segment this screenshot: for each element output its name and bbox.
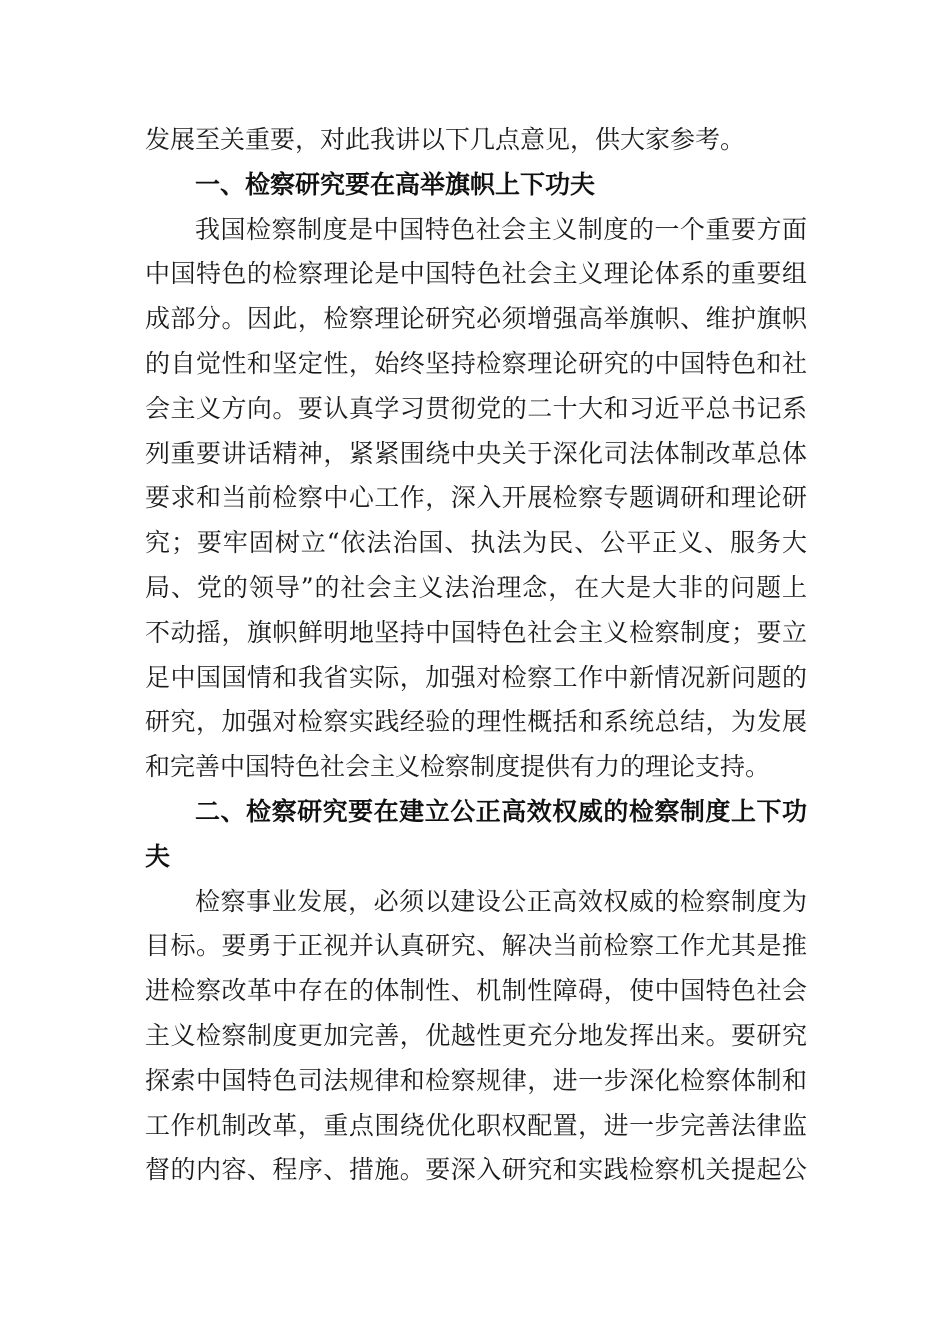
heading-line: 二、检察研究要在建立公正高效权威的检察制度上下功 [195, 796, 807, 826]
text-line: 和完善中国特色社会主义检察制度提供有力的理论支持。 [145, 752, 771, 782]
text-line: 研究，加强对检察实践经验的理性概括和系统总结，为发展 [145, 707, 807, 737]
text-line: 的自觉性和坚定性，始终坚持检察理论研究的中国特色和社 [145, 348, 807, 378]
section-heading-1 [145, 163, 807, 208]
section-paragraph-1 [145, 208, 807, 790]
text-line: 列重要讲话精神，紧紧围绕中央关于深化司法体制改革总体 [145, 438, 807, 468]
text-line: 足中国国情和我省实际，加强对检察工作中新情况新问题的 [145, 662, 807, 692]
text-line: 会主义方向。要认真学习贯彻党的二十大和习近平总书记系 [145, 393, 807, 423]
section-paragraph-2 [145, 880, 807, 1194]
text-line: 进检察改革中存在的体制性、机制性障碍，使中国特色社会 [145, 976, 807, 1006]
text-line: 究；要牢固树立“依法治国、执法为民、公平正义、服务大 [145, 528, 807, 558]
text-line: 要求和当前检察中心工作，深入开展检察专题调研和理论研 [145, 483, 807, 513]
text-line: 不动摇，旗帜鲜明地坚持中国特色社会主义检察制度；要立 [145, 617, 807, 647]
text-line: 检察事业发展，必须以建设公正高效权威的检察制度为 [195, 886, 807, 916]
text-line: 中国特色的检察理论是中国特色社会主义理论体系的重要组 [145, 259, 807, 289]
heading-line: 夫 [145, 841, 171, 871]
text-line: 我国检察制度是中国特色社会主义制度的一个重要方面 [195, 214, 807, 244]
document-body [145, 118, 807, 1193]
text-line: 目标。要勇于正视并认真研究、解决当前检察工作尤其是推 [145, 931, 807, 961]
text-line: 局、党的领导”的社会主义法治理念，在大是大非的问题上 [145, 572, 807, 602]
text-line: 工作机制改革，重点围绕优化职权配置，进一步完善法律监 [145, 1110, 807, 1140]
heading-line: 一、检察研究要在高举旗帜上下功夫 [195, 169, 596, 199]
text-line: 探索中国特色司法规律和检察规律，进一步深化检察体制和 [145, 1065, 807, 1095]
text-line: 主义检察制度更加完善，优越性更充分地发挥出来。要研究 [145, 1020, 807, 1050]
section-heading-2 [145, 790, 807, 880]
opening-paragraph-fragment [145, 118, 807, 163]
text-line: 成部分。因此，检察理论研究必须增强高举旗帜、维护旗帜 [145, 304, 807, 334]
text-line: 发展至关重要，对此我讲以下几点意见，供大家参考。 [145, 125, 746, 154]
text-line: 督的内容、程序、措施。要深入研究和实践检察机关提起公 [145, 1155, 807, 1185]
